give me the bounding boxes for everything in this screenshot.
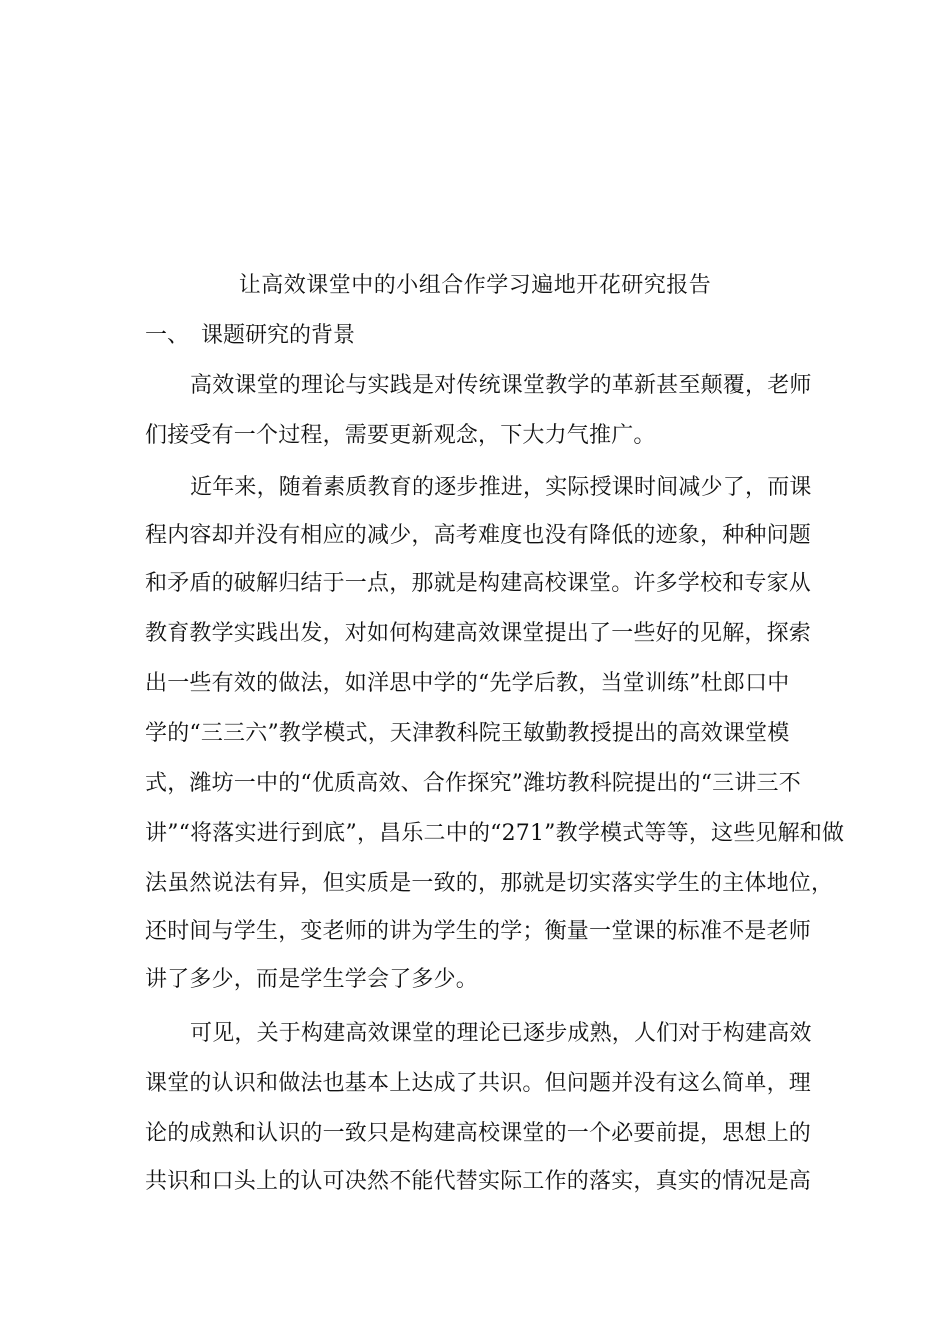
paragraph-line: 共识和口头上的认可决然不能代替实际工作的落实，真实的情况是高 (145, 1169, 812, 1194)
section-heading-text: 课题研究的背景 (201, 323, 356, 348)
paragraph-line: 教育教学实践出发，对如何构建高效课堂提出了一些好的见解，探索 (145, 621, 812, 646)
paragraph-line: 学的“三三六”教学模式，天津教科院王敏勤教授提出的高效课堂模 (145, 721, 790, 746)
document-title: 让高效课堂中的小组合作学习遍地开花研究报告 (238, 273, 712, 298)
paragraph-line: 讲了多少，而是学生学会了多少。 (145, 967, 479, 992)
paragraph-line: 们接受有一个过程，需要更新观念，下大力气推广。 (145, 423, 656, 448)
paragraph-line: 高效课堂的理论与实践是对传统课堂教学的革新甚至颠覆，老师 (190, 373, 812, 398)
paragraph-line: 可见，关于构建高效课堂的理论已逐步成熟，人们对于构建高效 (190, 1021, 812, 1046)
paragraph-line: 程内容却并没有相应的减少，高考难度也没有降低的迹象，种种问题 (145, 523, 812, 548)
paragraph-line: 近年来，随着素质教育的逐步推进，实际授课时间减少了，而课 (190, 475, 812, 500)
section-heading (145, 318, 355, 354)
paragraph-line: 和矛盾的破解归结于一点，那就是构建高校课堂。许多学校和专家从 (145, 571, 812, 596)
paragraph-line: 法虽然说法有异，但实质是一致的，那就是切实落实学生的主体地位， (145, 871, 834, 896)
paragraph-line: 课堂的认识和做法也基本上达成了共识。但问题并没有这么简单，理 (145, 1071, 812, 1096)
section-number: 一、 (145, 323, 190, 348)
paragraph-line: 讲”“将落实进行到底”，昌乐二中的“271”教学模式等等，这些见解和做 (145, 821, 845, 846)
paragraph-line: 出一些有效的做法，如洋思中学的“先学后教，当堂训练”杜郎口中 (145, 671, 790, 696)
paragraph-line: 还时间与学生，变老师的讲为学生的学；衡量一堂课的标准不是老师 (145, 919, 812, 944)
paragraph-line: 式，潍坊一中的“优质高效、合作探究”潍坊教科院提出的“三讲三不 (145, 771, 801, 796)
paragraph-line: 论的成熟和认识的一致只是构建高校课堂的一个必要前提，思想上的 (145, 1121, 812, 1146)
